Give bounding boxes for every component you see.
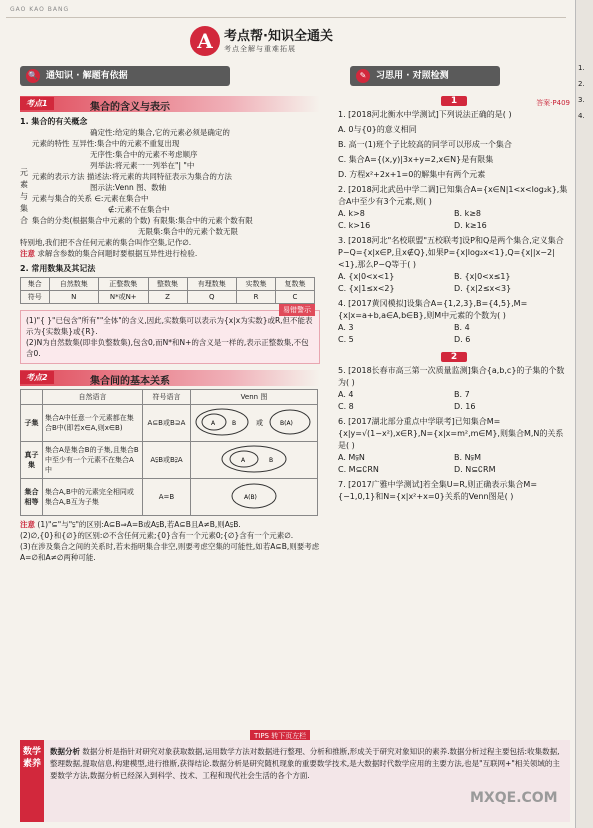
magnifier-icon: 🔍 bbox=[26, 69, 40, 83]
table-header: Venn 图 bbox=[191, 390, 318, 405]
tree-line-1: 确定性:给定的集合,它的元素必须是确定的 bbox=[90, 128, 230, 137]
option: C. k>16 bbox=[338, 221, 371, 230]
svg-text:B: B bbox=[232, 420, 237, 427]
tree-line-8: ∉:元素不在集合中 bbox=[108, 205, 170, 214]
option: D. k≥16 bbox=[454, 221, 487, 230]
tree-line-6: 图示法:Venn 图、数轴 bbox=[90, 183, 167, 192]
right-column bbox=[338, 90, 570, 503]
option: B. {x|0<x≤1} bbox=[454, 272, 511, 281]
tree-line-7: 元素与集合的关系 ∈:元素在集合中 bbox=[32, 194, 149, 203]
number-sets-table bbox=[20, 277, 315, 304]
group-2-header bbox=[338, 352, 570, 362]
table-row bbox=[21, 291, 315, 304]
table-cell: Z bbox=[148, 291, 187, 304]
topic-1-tag: 考点1 bbox=[20, 97, 54, 110]
warning-2: (2)N为自然数集(即非负整数集),包含0,而N*和N+的含义是一样的,表示正整数集,不包含0. bbox=[26, 338, 309, 358]
table-cell: A⫋B或B⫌A bbox=[143, 442, 191, 479]
question-5: 5. [2018长春市高三第一次质量监测]集合{a,b,c}的子集的个数为( ) bbox=[338, 366, 565, 387]
left-column bbox=[20, 90, 320, 563]
tree-line-9: 集合的分类(根据集合中元素的个数) 有限集:集合中的元素个数有限 bbox=[32, 216, 253, 225]
option: C. {x|1≤x<2} bbox=[338, 284, 395, 293]
svg-text:A: A bbox=[211, 420, 216, 427]
subheading-concepts: 1. 集合的有关概念 bbox=[20, 117, 88, 126]
table-cell: 集合A是集合B的子集,且集合B中至少有一个元素不在集合A中 bbox=[43, 442, 143, 479]
tree-line-3: 无序性:集合中的元素不考虑顺序 bbox=[90, 150, 198, 159]
option: D. 16 bbox=[454, 402, 476, 411]
option: A. {x|0<x<1} bbox=[338, 272, 395, 281]
question-2: 2. [2018河北武邑中学二调]已知集合A={x∈N|1<x<log₂k},集合A中至少有3个元素,则( ) bbox=[338, 185, 568, 206]
right-section-label: 习思用 · 对照检测 bbox=[376, 71, 449, 81]
group-2-badge: 2 bbox=[441, 352, 467, 362]
q1-option-b: B. 高一(1)班个子比较高的同学可以形成一个集合 bbox=[338, 140, 512, 149]
option: A. M⫋N bbox=[338, 453, 365, 462]
venn-cell-subset bbox=[191, 405, 318, 442]
question-1: 1. [2018河北衡水中学测试]下列说法正确的是( ) bbox=[338, 110, 512, 119]
tree-line-2-text: 互异性:集合中的元素不重复出现 bbox=[71, 139, 180, 148]
tree-line-5-prefix: 元素的表示方法 bbox=[32, 172, 85, 181]
venn-equal-diagram bbox=[194, 481, 314, 511]
note-2 bbox=[20, 519, 320, 530]
table-cell: 集合A中任意一个元素都在集合B中(即若x∈A,则x∈B) bbox=[43, 405, 143, 442]
q5-options bbox=[338, 389, 570, 413]
topic-1-header bbox=[20, 96, 320, 112]
right-section-bar bbox=[350, 66, 500, 86]
table-cell: 集合相等 bbox=[21, 479, 43, 516]
venn-cell-proper bbox=[191, 442, 318, 479]
a-badge-icon: A bbox=[190, 26, 220, 56]
edge-item: 4. bbox=[578, 112, 585, 120]
tree-line-2 bbox=[20, 138, 320, 149]
table-row bbox=[21, 278, 315, 291]
concept-tree bbox=[20, 127, 320, 237]
table-cell: 实数集 bbox=[237, 278, 276, 291]
option: A. 3 bbox=[338, 323, 354, 332]
q3-options bbox=[338, 271, 570, 295]
tree-line-2-prefix: 元素的特性 bbox=[32, 139, 70, 148]
left-section-label: 通知识 · 解题有依据 bbox=[46, 71, 128, 81]
table-cell: 复数集 bbox=[276, 278, 315, 291]
table-cell: 真子集 bbox=[21, 442, 43, 479]
answer-ref: 答案·P409 bbox=[536, 99, 570, 107]
edge-item: 3. bbox=[578, 96, 585, 104]
table-cell: 正整数集 bbox=[99, 278, 149, 291]
group-1-badge: 1 bbox=[441, 96, 467, 106]
q2-options bbox=[338, 208, 570, 232]
table-cell: A⊆B或B⊇A bbox=[143, 405, 191, 442]
svg-text:B: B bbox=[269, 457, 274, 464]
page-title: 考点帮·知识全通关 bbox=[224, 29, 333, 44]
svg-text:A(B): A(B) bbox=[244, 494, 257, 501]
venn-proper-subset-diagram bbox=[194, 444, 314, 474]
table-cell: 集合A,B中的元素完全相同或集合A,B互为子集 bbox=[43, 479, 143, 516]
option: C. M⊆∁RN bbox=[338, 465, 379, 474]
math-literacy-box bbox=[20, 740, 570, 822]
table-cell: N bbox=[49, 291, 99, 304]
tree-line-5 bbox=[20, 171, 320, 182]
next-page-edge bbox=[575, 0, 593, 828]
topic-2-header bbox=[20, 370, 320, 386]
venn-or-label: 或 bbox=[256, 419, 263, 427]
note-1-label: 注意 bbox=[20, 249, 35, 258]
table-row bbox=[21, 405, 318, 442]
math-literacy-body: 数据分析是指针对研究对象获取数据,运用数学方法对数据进行整理、分析和推断,形成关于研究对象知识的素养.数据分析过程主要包括:收集数据,整理数据,提取信息,构建模型,进行推断,获得结论.数据分析是研究随机现象的重要数学技术,是大数据时代数学应用的主要方法,也是"互联网+"相关领域的主要数学方法,数据分析已经深入到科学、技术、工程和现代社会生活的各个方面. bbox=[50, 747, 560, 780]
option: B. 7 bbox=[454, 390, 470, 399]
option: B. k≥8 bbox=[454, 209, 481, 218]
brand-logo: GAO KAO BANG bbox=[10, 6, 70, 13]
group-1-header bbox=[338, 96, 570, 106]
question-6: 6. [2017湖北部分重点中学联考]已知集合M={x|y=√(1−x²),x∈R},N={x|x=m²,m∈M},则集合M,N的关系是( ) bbox=[338, 417, 564, 450]
pen-icon: ✎ bbox=[356, 69, 370, 83]
topic-1-title: 集合的含义与表示 bbox=[90, 102, 170, 113]
question-7: 7. [2017广雅中学测试]若全集U=R,则正确表示集合M={−1,0,1}和N={x|x²+x=0}关系的Venn图是( ) bbox=[338, 480, 538, 501]
svg-text:B(A): B(A) bbox=[280, 420, 293, 427]
tree-line-5-text: 描述法:将元素的共同特征表示为集合的方法 bbox=[86, 172, 232, 181]
table-header bbox=[21, 390, 43, 405]
note-2-line-3: (3)在涉及集合之间的关系时,若未指明集合非空,则要考虑空集的可能性,如若A⊆B,则要考虑A=∅和A≠∅两种可能. bbox=[20, 542, 320, 562]
option: D. N⊆∁RM bbox=[454, 465, 496, 474]
page-subtitle: 考点全解与重难拓展 bbox=[224, 45, 296, 53]
note-1-text: 求解含参数的集合问题时要根据互异性进行检验. bbox=[37, 249, 198, 258]
note-2-line-1: (1)"⊆"与"⫋"的区别:A⊆B⇒A=B或A⫋B,若A⊆B且A≠B,则A⫋B. bbox=[37, 520, 241, 529]
option: A. k>8 bbox=[338, 209, 365, 218]
warning-1: (1)"{ }"已包含"所有""全体"的含义,因此,实数集可以表示为{x|x为实数}或R,但不能表示为{实数集}或{R}. bbox=[26, 316, 313, 336]
relations-table bbox=[20, 389, 318, 516]
q1-option-d: D. 方程x²+2x+1=0的解集中有两个元素 bbox=[338, 170, 486, 179]
empty-set-line: 特别地,我们把不含任何元素的集合叫作空集,记作∅. bbox=[20, 238, 192, 247]
venn-cell-equal bbox=[191, 479, 318, 516]
topic-2-tag: 考点2 bbox=[20, 371, 54, 384]
option: B. N⫋M bbox=[454, 453, 481, 462]
warning-tag: 易错警示 bbox=[279, 304, 315, 316]
table-header: 符号语言 bbox=[143, 390, 191, 405]
table-cell: N*或N+ bbox=[99, 291, 149, 304]
table-cell: 子集 bbox=[21, 405, 43, 442]
tree-line-4: 列举法:将元素一一列举在"| "中 bbox=[90, 161, 195, 170]
question-3: 3. [2018河北"名校联盟"五校联考]设P和Q是两个集合,定义集合P−Q={x|x∈P,且x∉Q},如果P={x|log₂x<1},Q={x||x−2|<1},那么P−Q等于( ) bbox=[338, 236, 564, 269]
q1-option-c: C. 集合A={(x,y)|3x+y=2,x∈N}是有限集 bbox=[338, 155, 494, 164]
tree-line-10: 无限集:集合中的元素个数无限 bbox=[138, 227, 239, 236]
table-cell: 符号 bbox=[21, 291, 50, 304]
table-cell: 自然数集 bbox=[49, 278, 99, 291]
note-2-line-2: (2)∅,{0}和{∅}的区别:∅不含任何元素;{0}含有一个元素0;{∅}含有一个元素∅. bbox=[20, 531, 294, 540]
note-1 bbox=[20, 248, 320, 259]
table-cell: A=B bbox=[143, 479, 191, 516]
option: D. 6 bbox=[454, 335, 471, 344]
tree-side-label: 元素与集合 bbox=[20, 168, 28, 225]
table-cell: 整数集 bbox=[148, 278, 187, 291]
table-row bbox=[21, 442, 318, 479]
math-literacy-side-label: 数学素养 bbox=[20, 740, 44, 822]
q6-options bbox=[338, 452, 570, 476]
watermark: MXQE.COM bbox=[470, 790, 558, 806]
option: A. 4 bbox=[338, 390, 354, 399]
table-cell: C bbox=[276, 291, 315, 304]
subheading-number-sets: 2. 常用数集及其记法 bbox=[20, 264, 96, 273]
table-row bbox=[21, 390, 318, 405]
header-banner bbox=[190, 22, 420, 60]
option: C. 8 bbox=[338, 402, 354, 411]
left-section-bar bbox=[20, 66, 230, 86]
option: C. 5 bbox=[338, 335, 354, 344]
svg-text:A: A bbox=[241, 457, 246, 464]
math-literacy-lead: 数据分析 bbox=[50, 747, 80, 756]
option: D. {x|2≤x<3} bbox=[454, 284, 512, 293]
edge-item: 1. bbox=[578, 64, 585, 72]
q4-options bbox=[338, 322, 570, 346]
math-literacy-text bbox=[50, 746, 565, 782]
table-cell: 集合 bbox=[21, 278, 50, 291]
topic-2-title: 集合间的基本关系 bbox=[90, 376, 170, 387]
q1-option-a: A. 0与{0}的意义相同 bbox=[338, 125, 417, 134]
table-cell: R bbox=[237, 291, 276, 304]
warning-box bbox=[20, 306, 320, 364]
table-header: 自然语言 bbox=[43, 390, 143, 405]
top-strip bbox=[6, 4, 566, 18]
tips-label: TIPS 转下页左栏 bbox=[250, 730, 310, 742]
table-cell: Q bbox=[187, 291, 237, 304]
table-cell: 有理数集 bbox=[187, 278, 237, 291]
note-2-label: 注意 bbox=[20, 520, 35, 529]
table-row bbox=[21, 479, 318, 516]
question-4: 4. [2017黄冈模拟]设集合A={1,2,3},B={4,5},M={x|x=a+b,a∈A,b∈B},则M中元素的个数为( ) bbox=[338, 299, 528, 320]
option: B. 4 bbox=[454, 323, 470, 332]
edge-item: 2. bbox=[578, 80, 585, 88]
venn-subset-diagram bbox=[194, 407, 314, 437]
